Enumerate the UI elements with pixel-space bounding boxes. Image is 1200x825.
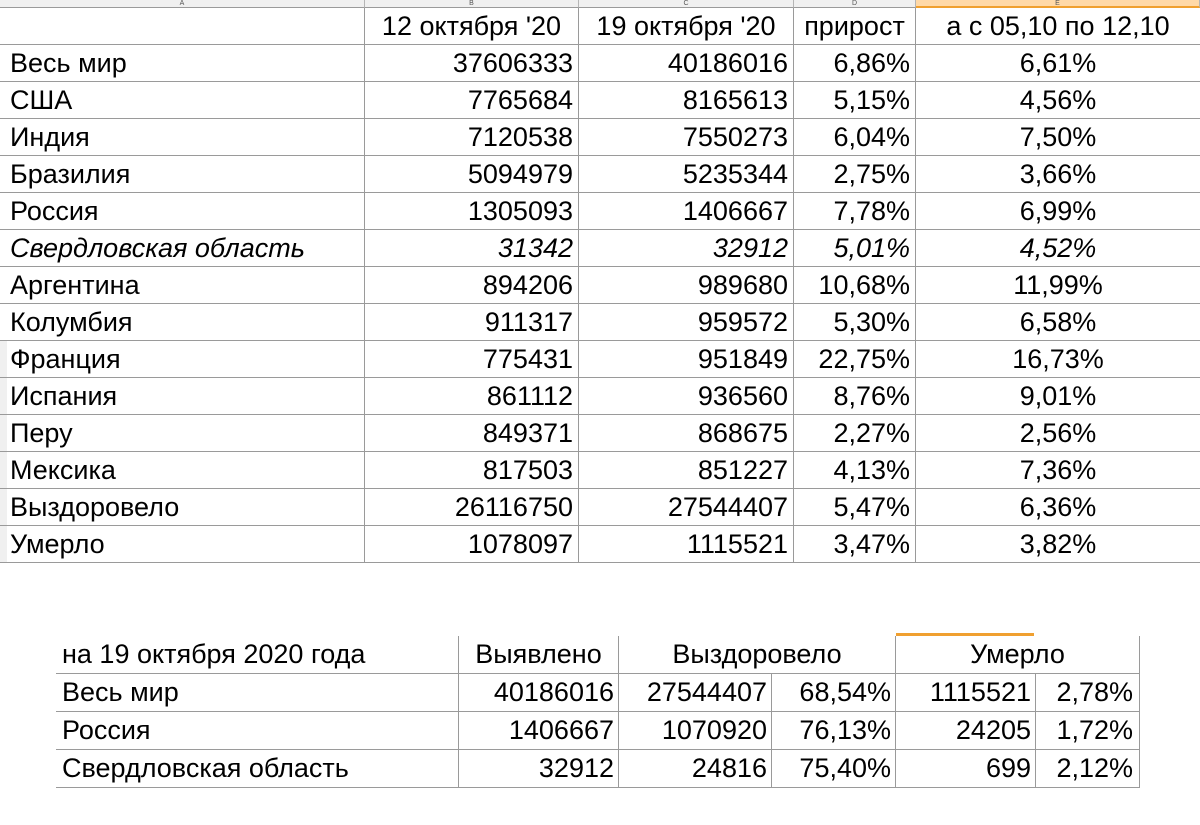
cell-oct19[interactable]: 868675 [579,415,794,451]
summary-cell-recovered[interactable]: 1070920 [619,712,772,749]
table-row [0,156,1200,193]
summary-cell-recovered-pct[interactable]: 75,40% [772,750,896,787]
cell-growth[interactable]: 5,01% [794,230,916,266]
cell-oct12[interactable]: 26116750 [365,489,579,525]
cell-oct12[interactable]: 894206 [365,267,579,303]
cell-prev-growth[interactable]: 6,99% [1019,196,1097,226]
cell-oct19[interactable]: 1115521 [579,526,794,562]
table-row [0,415,1200,452]
column-header-a[interactable]: A [0,0,365,8]
row-number-edge[interactable] [0,341,7,377]
table-row [0,45,1200,82]
summary-cell-name[interactable]: Весь мир [56,674,459,711]
cell-oct12[interactable]: 911317 [365,304,579,340]
cell-oct12[interactable]: 1078097 [365,526,579,562]
cell-oct12[interactable]: 817503 [365,452,579,488]
cell-oct19[interactable]: 936560 [579,378,794,414]
cell-name[interactable]: Весь мир [0,45,365,81]
row-number-edge[interactable] [0,526,7,562]
cell-oct12[interactable]: 5094979 [365,156,579,192]
cell-prev-growth[interactable]: 11,99% [1013,270,1103,300]
cell-name[interactable]: Мексика [0,452,365,488]
cell-growth[interactable]: 6,04% [794,119,916,155]
cell-growth[interactable]: 5,30% [794,304,916,340]
header-cell-a[interactable] [0,8,365,44]
table-row [0,267,1200,304]
summary-row [56,712,1140,750]
cell-growth[interactable]: 10,68% [794,267,916,303]
summary-cell-died-pct[interactable]: 2,12% [1036,750,1140,787]
cell-oct12[interactable]: 7120538 [365,119,579,155]
cell-growth[interactable]: 6,86% [794,45,916,81]
header-cell-oct19[interactable]: 19 октября '20 [579,8,794,44]
summary-table [56,636,1140,802]
table-row [0,82,1200,119]
cell-name[interactable]: Колумбия [0,304,365,340]
cell-oct12[interactable]: 1305093 [365,193,579,229]
row-number-edge[interactable] [0,452,7,488]
cell-prev-growth[interactable]: 6,61% [1019,48,1097,78]
summary-header-detected[interactable]: Выявлено [459,636,619,673]
cell-oct12[interactable]: 861112 [365,378,579,414]
cell-oct12[interactable]: 7765684 [365,82,579,118]
summary-header-date[interactable]: на 19 октября 2020 года [56,636,459,673]
summary-cell-died[interactable]: 699 [896,750,1036,787]
summary-cell-name[interactable]: Свердловская область [56,750,459,787]
summary-cell-detected[interactable]: 40186016 [459,674,619,711]
summary-row [56,674,1140,712]
cell-growth[interactable]: 22,75% [794,341,916,377]
cell-prev-growth[interactable]: 4,56% [1019,85,1097,115]
summary-cell-died[interactable]: 24205 [896,712,1036,749]
cell-growth[interactable]: 2,75% [794,156,916,192]
cell-oct12[interactable]: 775431 [365,341,579,377]
cell-growth[interactable]: 7,78% [794,193,916,229]
cell-prev-growth[interactable]: 3,66% [1019,159,1097,189]
header-cell-prev-growth[interactable]: а с 05,10 по 12,10 [946,11,1170,41]
cell-oct19[interactable]: 32912 [579,230,794,266]
summary-cell-died-pct[interactable]: 2,78% [1036,674,1140,711]
cell-oct19[interactable]: 8165613 [579,82,794,118]
cell-name[interactable]: Умерло [0,526,365,562]
cell-oct12[interactable]: 31342 [365,230,579,266]
cell-name[interactable]: Аргентина [0,267,365,303]
cell-prev-growth[interactable]: 16,73% [1012,344,1104,374]
table-row [0,304,1200,341]
summary-cell-died-pct[interactable]: 1,72% [1036,712,1140,749]
column-header-d[interactable]: D [794,0,916,8]
cell-prev-growth[interactable]: 2,56% [1019,418,1097,448]
cell-oct19[interactable]: 959572 [579,304,794,340]
summary-cell-detected[interactable]: 1406667 [459,712,619,749]
cell-growth[interactable]: 4,13% [794,452,916,488]
cell-prev-growth[interactable]: 7,50% [1019,122,1097,152]
column-header-c[interactable]: C [579,0,794,8]
table-row [0,230,1200,267]
cell-name[interactable]: Франция [0,341,365,377]
cell-prev-growth[interactable]: 9,01% [1019,381,1097,411]
cell-name[interactable]: США [0,82,365,118]
header-cell-growth[interactable]: прирост [794,8,916,44]
cell-name[interactable]: Бразилия [0,156,365,192]
summary-cell-recovered-pct[interactable]: 76,13% [772,712,896,749]
table-row [0,489,1200,526]
cell-growth[interactable]: 5,47% [794,489,916,525]
table-row [0,119,1200,156]
cell-prev-growth[interactable]: 6,36% [1019,492,1097,522]
cell-growth[interactable]: 3,47% [794,526,916,562]
summary-cell-recovered-pct[interactable]: 68,54% [772,674,896,711]
summary-header-died[interactable]: Умерло [896,636,1140,673]
row-number-edge[interactable] [0,378,7,414]
summary-cell-died[interactable]: 1115521 [896,674,1036,711]
column-header-e[interactable]: E [916,0,1200,8]
header-cell-oct12[interactable]: 12 октября '20 [365,8,579,44]
cell-growth[interactable]: 8,76% [794,378,916,414]
table-row [0,193,1200,230]
cell-oct19[interactable]: 7550273 [579,119,794,155]
cell-name[interactable]: Россия [0,193,365,229]
table-row [0,341,1200,378]
cell-name[interactable]: Испания [0,378,365,414]
cell-growth[interactable]: 2,27% [794,415,916,451]
header-row [0,8,1200,45]
cell-oct12[interactable]: 37606333 [365,45,579,81]
cell-oct19[interactable]: 5235344 [579,156,794,192]
row-number-edge[interactable] [0,415,7,451]
cell-prev-growth[interactable]: 3,82% [1019,529,1097,559]
cell-oct19[interactable]: 40186016 [579,45,794,81]
row-number-edge[interactable] [0,489,7,525]
table-row [0,452,1200,489]
summary-cell-detected[interactable]: 32912 [459,750,619,787]
cell-oct19[interactable]: 989680 [579,267,794,303]
cell-oct19[interactable]: 851227 [579,452,794,488]
summary-cell-recovered[interactable]: 24816 [619,750,772,787]
cell-oct19[interactable]: 1406667 [579,193,794,229]
cell-prev-growth[interactable]: 6,58% [1019,307,1097,337]
summary-cell-recovered[interactable]: 27544407 [619,674,772,711]
cell-oct12[interactable]: 849371 [365,415,579,451]
cell-growth[interactable]: 5,15% [794,82,916,118]
summary-row [56,750,1140,788]
cell-oct19[interactable]: 27544407 [579,489,794,525]
summary-header-recovered[interactable]: Выздоровело [619,636,896,673]
cell-prev-growth[interactable]: 4,52% [1019,233,1097,263]
column-header-b[interactable]: B [365,0,579,8]
table-row [0,526,1200,563]
cell-name[interactable]: Перу [0,415,365,451]
table-row [0,378,1200,415]
cell-oct19[interactable]: 951849 [579,341,794,377]
cell-name[interactable]: Индия [0,119,365,155]
cell-name[interactable]: Свердловская область [0,230,365,266]
cell-prev-growth[interactable]: 7,36% [1019,455,1097,485]
summary-header-row [56,636,1140,674]
cell-name[interactable]: Выздоровело [0,489,365,525]
summary-cell-name[interactable]: Россия [56,712,459,749]
